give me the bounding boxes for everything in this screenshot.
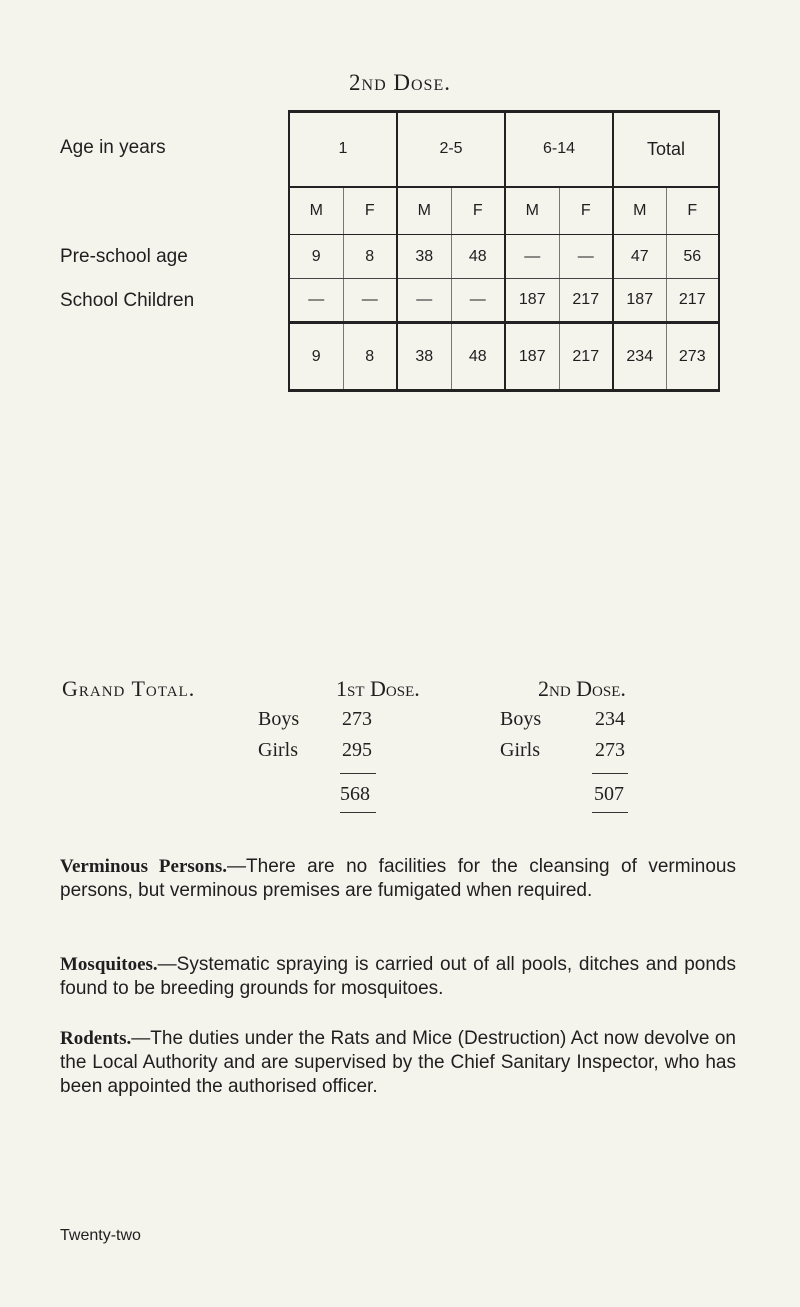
first-dose-boys-value: 273 — [342, 708, 372, 730]
second-dose-rule — [592, 812, 628, 813]
paragraph-heading: Mosquitoes. — [60, 954, 158, 975]
sex-header: F — [559, 187, 613, 235]
first-dose-boys-label: Boys — [258, 708, 300, 730]
row-label-age: Age in years — [60, 137, 166, 158]
sex-header: M — [505, 187, 559, 235]
paragraph-rodents — [60, 1027, 736, 1099]
first-dose-rule — [340, 773, 376, 774]
table-row-total — [289, 323, 719, 391]
row-label-preschool: Pre-school age — [60, 246, 188, 267]
table-cell: 187 — [505, 323, 559, 391]
sex-header: M — [613, 187, 666, 235]
sex-header: M — [397, 187, 451, 235]
paragraph-heading: Verminous Persons. — [60, 856, 228, 877]
sex-header: F — [343, 187, 397, 235]
second-dose-table — [288, 110, 720, 392]
table-cell: 234 — [613, 323, 666, 391]
table-title: 2nd Dose. — [349, 70, 451, 95]
table-cell: — — [343, 279, 397, 323]
paragraph-verminous — [60, 855, 736, 903]
table-row-preschool — [289, 235, 719, 279]
second-dose-girls-value: 273 — [595, 739, 625, 761]
second-dose-boys-label: Boys — [500, 708, 542, 730]
table-cell: 217 — [559, 279, 613, 323]
table-cell: 273 — [666, 323, 719, 391]
sex-header: F — [451, 187, 505, 235]
table-cell: — — [289, 279, 343, 323]
table-cell: 56 — [666, 235, 719, 279]
second-dose-total: 507 — [594, 783, 624, 805]
second-dose-rule — [592, 773, 628, 774]
first-dose-heading: 1st Dose. — [336, 676, 420, 701]
paragraph-mosquitoes — [60, 953, 736, 1001]
table-cell: — — [451, 279, 505, 323]
first-dose-girls-value: 295 — [342, 739, 372, 761]
table-cell: 217 — [559, 323, 613, 391]
first-dose-rule — [340, 812, 376, 813]
table-cell: 8 — [343, 235, 397, 279]
age-group-header: 1 — [289, 112, 397, 187]
table-cell: 48 — [451, 323, 505, 391]
table-cell: 217 — [666, 279, 719, 323]
sex-header: M — [289, 187, 343, 235]
paragraph-text: —Systematic spraying is carried out of all pools, ditches and ponds found to be breeding grounds for mosquitoes. — [60, 954, 736, 999]
paragraph-heading: Rodents. — [60, 1028, 132, 1049]
table-cell: — — [397, 279, 451, 323]
second-dose-girls-label: Girls — [500, 739, 540, 761]
table-cell: — — [505, 235, 559, 279]
age-group-header: Total — [613, 112, 719, 187]
table-row-school — [289, 279, 719, 323]
grand-total-title: Grand Total. — [62, 676, 196, 701]
table-cell: 187 — [505, 279, 559, 323]
table-cell: 38 — [397, 323, 451, 391]
table-cell: 187 — [613, 279, 666, 323]
table-cell: 47 — [613, 235, 666, 279]
first-dose-total: 568 — [340, 783, 370, 805]
table-cell: 48 — [451, 235, 505, 279]
sex-header: F — [666, 187, 719, 235]
sex-header-row — [289, 187, 719, 235]
paragraph-text: —There are no facilities for the cleansing of verminous persons, but verminous premises are fumigated when required. — [60, 856, 736, 901]
first-dose-girls-label: Girls — [258, 739, 298, 761]
page-footer: Twenty-two — [60, 1227, 141, 1244]
table-cell: 38 — [397, 235, 451, 279]
age-group-header: 2-5 — [397, 112, 505, 187]
table-cell: 8 — [343, 323, 397, 391]
table-cell: 9 — [289, 323, 343, 391]
row-label-school: School Children — [60, 290, 195, 311]
table-cell: 9 — [289, 235, 343, 279]
table-cell: — — [559, 235, 613, 279]
paragraph-text: —The duties under the Rats and Mice (Destruction) Act now devolve on the Local Authority and are supervised by the Chief Sanitary Inspector, who has been appointed the authorised officer. — [60, 1028, 736, 1097]
second-dose-boys-value: 234 — [595, 708, 625, 730]
age-group-header: 6-14 — [505, 112, 613, 187]
second-dose-heading: 2nd Dose. — [538, 676, 626, 701]
